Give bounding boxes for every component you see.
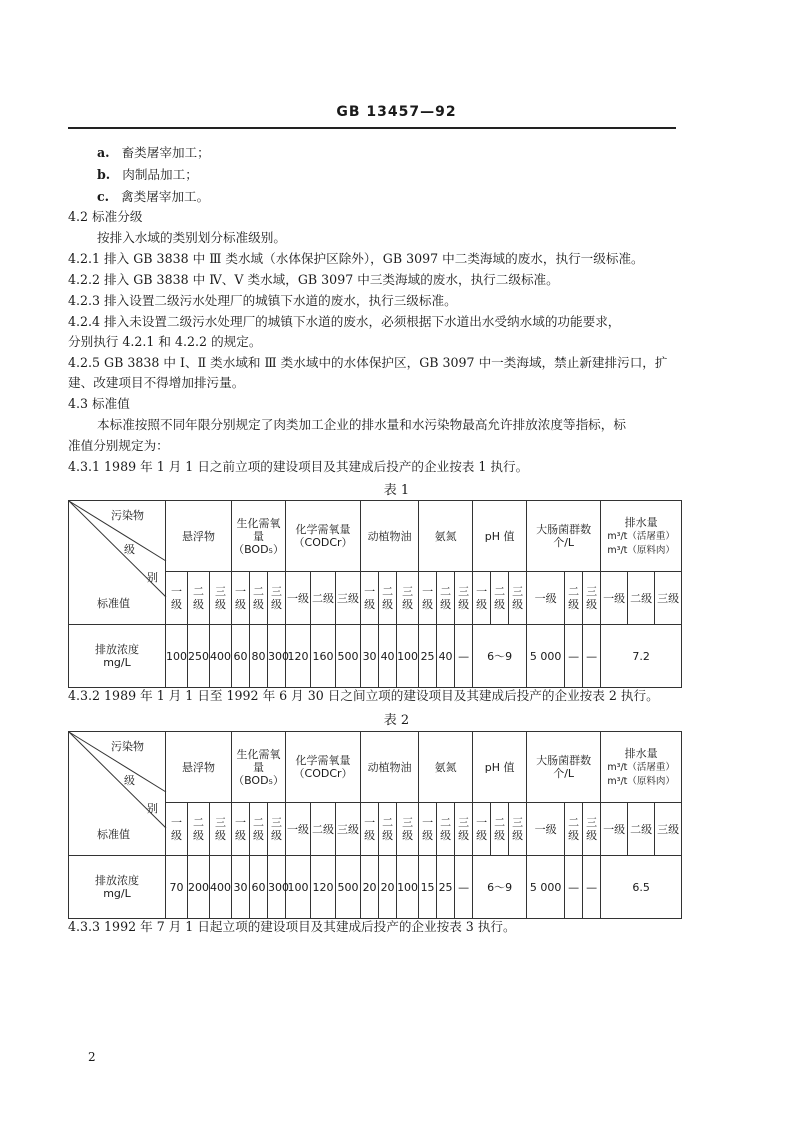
grade-cell: 一级 xyxy=(473,572,491,625)
table1-value-row xyxy=(69,625,682,688)
value-cell: 6.5 xyxy=(601,856,682,919)
value-cell: 300 xyxy=(268,625,286,688)
grade-cell: 一级 xyxy=(473,803,491,856)
item-text: 禽类屠宰加工。 xyxy=(121,189,210,204)
value-cell: 60 xyxy=(232,625,250,688)
col-ph: pH 值 xyxy=(473,732,527,803)
grade-cell: 二级 xyxy=(250,803,268,856)
grade-cell: 三级 xyxy=(655,803,682,856)
grade-cell: 三级 xyxy=(455,803,473,856)
table2 xyxy=(68,731,682,919)
grade-cell: 一级 xyxy=(419,803,437,856)
clause-4-2-5-line1: 4.2.5 GB 3838 中 Ⅰ、Ⅱ 类水域和 Ⅲ 类水域中的水体保护区，GB 3097 中一类海域，禁止新建排污口，扩 xyxy=(68,355,668,370)
value-cell: — xyxy=(583,856,601,919)
grade-cell: 二级 xyxy=(565,572,583,625)
clause-4-3-1: 4.3.1 1989 年 1 月 1 日之前立项的建设项目及其建成后投产的企业按表 1 执行。 xyxy=(68,459,529,474)
value-cell: 6～9 xyxy=(473,856,527,919)
grade-cell: 二级 xyxy=(437,572,455,625)
col-flow: 排水量 m³/t（活屠重） m³/t（原料肉） xyxy=(601,501,682,572)
value-cell: 7.2 xyxy=(601,625,682,688)
grade-cell: 三级 xyxy=(336,803,361,856)
value-cell: 20 xyxy=(361,856,379,919)
col-nh: 氨氮 xyxy=(419,732,473,803)
value-cell: 100 xyxy=(397,856,419,919)
table1 xyxy=(68,500,682,688)
col-ss: 悬浮物 xyxy=(166,732,232,803)
grade-cell: 二级 xyxy=(188,803,210,856)
grade-cell: 三级 xyxy=(583,803,601,856)
table2-diagonal-header xyxy=(69,732,166,856)
item-c xyxy=(97,188,209,206)
value-cell: — xyxy=(455,856,473,919)
diag-std-label: 标准值 xyxy=(97,597,130,610)
grade-cell: 一级 xyxy=(166,803,188,856)
grade-cell: 二级 xyxy=(628,803,655,856)
value-cell: 500 xyxy=(336,625,361,688)
col-nh: 氨氮 xyxy=(419,501,473,572)
grade-cell: 三级 xyxy=(268,572,286,625)
grade-cell: 二级 xyxy=(311,572,336,625)
col-oil: 动植物油 xyxy=(361,732,419,803)
value-cell: 5 000 xyxy=(527,856,565,919)
grade-cell: 一级 xyxy=(286,803,311,856)
item-label: c. xyxy=(97,189,110,204)
grade-cell: 一级 xyxy=(419,572,437,625)
diag-grade-label-2: 别 xyxy=(147,571,158,584)
clause-4-3-2: 4.3.2 1989 年 1 月 1 日至 1992 年 6 月 30 日之间立项的建设项目及其建成后投产的企业按表 2 执行。 xyxy=(68,688,659,703)
grade-cell: 一级 xyxy=(527,572,565,625)
col-ph: pH 值 xyxy=(473,501,527,572)
clause-4-2-4-line1: 4.2.4 排入未设置二级污水处理厂的城镇下水道的废水，必须根据下水道出水受纳水域的功能要求， xyxy=(68,314,621,329)
item-label: a. xyxy=(97,145,110,160)
page-number: 2 xyxy=(88,1050,96,1064)
grade-cell: 三级 xyxy=(210,803,232,856)
col-oil: 动植物油 xyxy=(361,501,419,572)
clause-4-2-3: 4.2.3 排入设置二级污水处理厂的城镇下水道的废水，执行三级标准。 xyxy=(68,293,457,308)
diag-grade-label-1: 级 xyxy=(124,774,135,787)
value-cell: 20 xyxy=(379,856,397,919)
value-cell: 15 xyxy=(419,856,437,919)
value-cell: 30 xyxy=(232,856,250,919)
grade-cell: 三级 xyxy=(583,572,601,625)
value-cell: 30 xyxy=(361,625,379,688)
value-cell: 25 xyxy=(437,856,455,919)
section-4-3-para-line2: 准值分别规定为： xyxy=(68,438,169,453)
value-cell: 250 xyxy=(188,625,210,688)
grade-cell: 三级 xyxy=(336,572,361,625)
value-cell: 40 xyxy=(379,625,397,688)
value-cell: 40 xyxy=(437,625,455,688)
table1-caption: 表 1 xyxy=(383,483,410,498)
grade-cell: 三级 xyxy=(397,803,419,856)
clause-4-2-4-line2: 分别执行 4.2.1 和 4.2.2 的规定。 xyxy=(68,334,262,349)
col-flow: 排水量 m³/t（活屠重） m³/t（原料肉） xyxy=(601,732,682,803)
value-cell: 70 xyxy=(166,856,188,919)
table2-caption: 表 2 xyxy=(383,713,410,728)
value-cell: 160 xyxy=(311,625,336,688)
grade-cell: 一级 xyxy=(232,572,250,625)
item-b xyxy=(97,166,198,184)
value-cell: 400 xyxy=(210,625,232,688)
table1-diagonal-header xyxy=(69,501,166,625)
value-cell: 100 xyxy=(397,625,419,688)
col-coli: 大肠菌群数 个/L xyxy=(527,501,601,572)
grade-cell: 二级 xyxy=(491,572,509,625)
grade-cell: 三级 xyxy=(655,572,682,625)
value-cell: 120 xyxy=(286,625,311,688)
value-cell: 200 xyxy=(188,856,210,919)
value-cell: 300 xyxy=(268,856,286,919)
header-rule xyxy=(68,127,676,129)
diag-pollutant-label: 污染物 xyxy=(111,740,144,753)
grade-cell: 二级 xyxy=(565,803,583,856)
grade-cell: 二级 xyxy=(188,572,210,625)
diag-std-label: 标准值 xyxy=(97,828,130,841)
diag-pollutant-label: 污染物 xyxy=(111,509,144,522)
value-cell: 500 xyxy=(336,856,361,919)
grade-cell: 三级 xyxy=(210,572,232,625)
value-cell: 80 xyxy=(250,625,268,688)
grade-cell: 一级 xyxy=(232,803,250,856)
grade-cell: 二级 xyxy=(311,803,336,856)
col-cod: 化学需氧量 （CODCr） xyxy=(286,501,361,572)
value-cell: 120 xyxy=(311,856,336,919)
row-label: 排放浓度 mg/L xyxy=(69,856,166,919)
item-text: 畜类屠宰加工； xyxy=(121,145,210,160)
table2-value-row xyxy=(69,856,682,919)
grade-cell: 三级 xyxy=(397,572,419,625)
col-bod: 生化需氧量 （BOD₅） xyxy=(232,501,286,572)
value-cell: 25 xyxy=(419,625,437,688)
col-ss: 悬浮物 xyxy=(166,501,232,572)
grade-cell: 一级 xyxy=(601,572,628,625)
document-header: GB 13457—92 xyxy=(336,104,457,120)
clause-4-2-2: 4.2.2 排入 GB 3838 中 Ⅳ、Ⅴ 类水域，GB 3097 中三类海域的废水，执行二级标准。 xyxy=(68,272,559,287)
grade-cell: 三级 xyxy=(509,803,527,856)
grade-cell: 三级 xyxy=(268,803,286,856)
diag-grade-label-2: 别 xyxy=(147,802,158,815)
section-4-2-intro: 按排入水域的类别划分标准级别。 xyxy=(97,230,286,245)
item-text: 肉制品加工； xyxy=(122,167,198,182)
value-cell: — xyxy=(455,625,473,688)
grade-cell: 一级 xyxy=(361,572,379,625)
col-cod: 化学需氧量 （CODCr） xyxy=(286,732,361,803)
clause-4-2-1: 4.2.1 排入 GB 3838 中 Ⅲ 类水域（水体保护区除外），GB 3097 中二类海域的废水，执行一级标准。 xyxy=(68,251,644,266)
grade-cell: 一级 xyxy=(527,803,565,856)
grade-cell: 二级 xyxy=(379,572,397,625)
clause-4-2-5-line2: 建、改建项目不得增加排污量。 xyxy=(68,375,245,390)
grade-cell: 一级 xyxy=(286,572,311,625)
grade-cell: 三级 xyxy=(509,572,527,625)
item-label: b. xyxy=(97,167,111,182)
grade-cell: 一级 xyxy=(361,803,379,856)
value-cell: — xyxy=(565,625,583,688)
grade-cell: 二级 xyxy=(250,572,268,625)
value-cell: 5 000 xyxy=(527,625,565,688)
grade-cell: 二级 xyxy=(379,803,397,856)
grade-cell: 一级 xyxy=(166,572,188,625)
grade-cell: 二级 xyxy=(491,803,509,856)
row-label: 排放浓度 mg/L xyxy=(69,625,166,688)
grade-cell: 二级 xyxy=(628,572,655,625)
section-4-3-para-line1: 本标准按照不同年限分别规定了肉类加工企业的排水量和水污染物最高允许排放浓度等指标，标 xyxy=(97,417,626,432)
col-coli: 大肠菌群数 个/L xyxy=(527,732,601,803)
value-cell: 6～9 xyxy=(473,625,527,688)
value-cell: 400 xyxy=(210,856,232,919)
grade-cell: 一级 xyxy=(601,803,628,856)
diag-grade-label-1: 级 xyxy=(124,543,135,556)
item-a xyxy=(97,144,210,162)
clause-4-3-3: 4.3.3 1992 年 7 月 1 日起立项的建设项目及其建成后投产的企业按表 3 执行。 xyxy=(68,919,516,934)
section-4-3-heading: 4.3 标准值 xyxy=(68,396,130,411)
value-cell: 100 xyxy=(166,625,188,688)
section-4-2-heading: 4.2 标准分级 xyxy=(68,209,143,224)
value-cell: 100 xyxy=(286,856,311,919)
grade-cell: 二级 xyxy=(437,803,455,856)
value-cell: — xyxy=(583,625,601,688)
col-bod: 生化需氧量 （BOD₅） xyxy=(232,732,286,803)
grade-cell: 三级 xyxy=(455,572,473,625)
value-cell: — xyxy=(565,856,583,919)
value-cell: 60 xyxy=(250,856,268,919)
